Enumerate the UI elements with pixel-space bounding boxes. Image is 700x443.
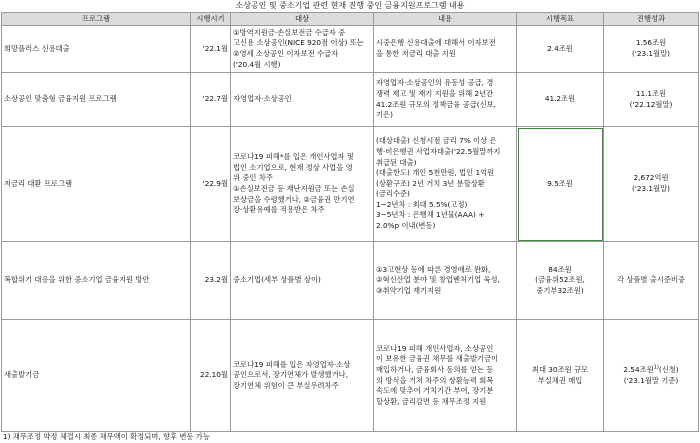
start-date: '22.1월 [191, 26, 231, 73]
target-cell: 코로나19 피해를 입은 자영업자·소상 공인으로서, 장기연체가 발생했거나, 장기연체 위험이 큰 부실우려차주 [231, 320, 374, 432]
content-cell: 코로나19 피해 개인사업자, 소상공인 이 보유한 금융권 채무를 새출발기금이 매입하거나, 금융회사 동의를 얻는 등 의 방식을 거쳐 차주의 상환능력 회복 속도에 맞추어 거치기간 부여, 장기분 할상환, 금리감면 등 채무조정 지원 [374, 320, 517, 432]
target-cell: 자영업자·소상공인 [231, 73, 374, 127]
header-goal: 시행목표 [517, 13, 604, 26]
header-result: 진행성과 [604, 13, 699, 26]
program-table [1, 12, 699, 432]
result-cell: 1.56조원 ('23.1월말) [604, 26, 699, 73]
table-row [2, 320, 699, 432]
table-row [2, 127, 699, 242]
content-cell: 자영업자·소상공인의 유동성 공급, 경 쟁력 제고 및 재기 지원을 위해 2년간 41.2조원 규모의 정책금융 공급(신보, 기은) [374, 73, 517, 127]
content-cell: 시중은행 신용대출에 대해서 이자보전 을 통한 저금리 대출 지원 [374, 26, 517, 73]
program-name: 새출발기금 [2, 320, 191, 432]
target-cell: 코로나19 피해*를 입은 개인사업자 및 법인 소기업으로, 현재 정상 사업을 영 위 중인 차주 ①손실보전금 등 재난지원금 또는 손실 보상금을 수령했거나, ②금융권 만기연 장·상환유예를 적용받은 차주 [231, 127, 374, 242]
header-row [2, 13, 699, 26]
header-start: 시행시기 [191, 13, 231, 26]
table-row [2, 242, 699, 320]
goal-cell: 최대 30조원 규모 부실채권 매입 [517, 320, 604, 432]
result-date: ('23.1월말 기준) [623, 375, 679, 385]
start-date: 23.2월 [191, 242, 231, 320]
goal-cell: 9.5조원 [517, 127, 604, 242]
target-cell: 중소기업(세부 상품별 상이) [231, 242, 374, 320]
goal-cell: 41.2조원 [517, 73, 604, 127]
content-cell: (대상대출) 신청시점 금리 7% 이상 은 행·비은행권 사업자대출('22.5월말까지 취급된 대출) (대출한도) 개인 5천만원, 법인 1억원 (상환구조) 2년 거치 3년 분할상환 (금리수준) 1~2년차 : 최대 5.5%(고정) 3~5년차 : 은행채 1년물(AAA) + 2.0%p 이내(변동) [374, 127, 517, 242]
start-date: 22.10월 [191, 320, 231, 432]
program-name: 희망플러스 신용대출 [2, 26, 191, 73]
document-title: 소상공인 및 중소기업 관련 현재 진행 중인 금융지원프로그램 내용 [235, 1, 465, 10]
header-target: 대상 [231, 13, 374, 26]
result-amount: 2.54조원 [623, 364, 654, 374]
program-name: 소상공인 맞춤형 금융지원 프로그램 [2, 73, 191, 127]
result-cell [604, 320, 699, 432]
result-cell: 각 상품별 출시준비중 [604, 242, 699, 320]
result-cell: 2,672억원 ('23.1월말) [604, 127, 699, 242]
footnote: 1) 채무조정 약정 체결시 최종 채무액이 확정되며, 향후 변동 가능 [3, 432, 210, 441]
goal-cell: 2.4조원 [517, 26, 604, 73]
start-date: '22.7월 [191, 73, 231, 127]
footnote-marker: 1) [653, 364, 659, 371]
table-row [2, 26, 699, 73]
header-content: 내용 [374, 13, 517, 26]
target-cell: ①방역지원금·손실보전금 수급자 중 고신용 소상공인(NICE 920점 이상) 또는 ②영세 소상공인 이자보전 수급자 ('20.4월 시행) [231, 26, 374, 73]
result-qualifier: (신청) [658, 364, 679, 374]
start-date: '22.9월 [191, 127, 231, 242]
content-cell: ①3고현상 등에 따른 경영애로 완화, ②혁신산업 분야 및 창업벤처기업 육성, ③취약기업 재기지원 [374, 242, 517, 320]
program-name: 저금리 대환 프로그램 [2, 127, 191, 242]
table-row [2, 73, 699, 127]
program-name: 복합위기 대응을 위한 중소기업 금융지원 방안 [2, 242, 191, 320]
goal-cell: 84조원 (금융위52조원, 중기부32조원) [517, 242, 604, 320]
header-program: 프로그램 [2, 13, 191, 26]
result-cell: 11.1조원 ('22.12월말) [604, 73, 699, 127]
